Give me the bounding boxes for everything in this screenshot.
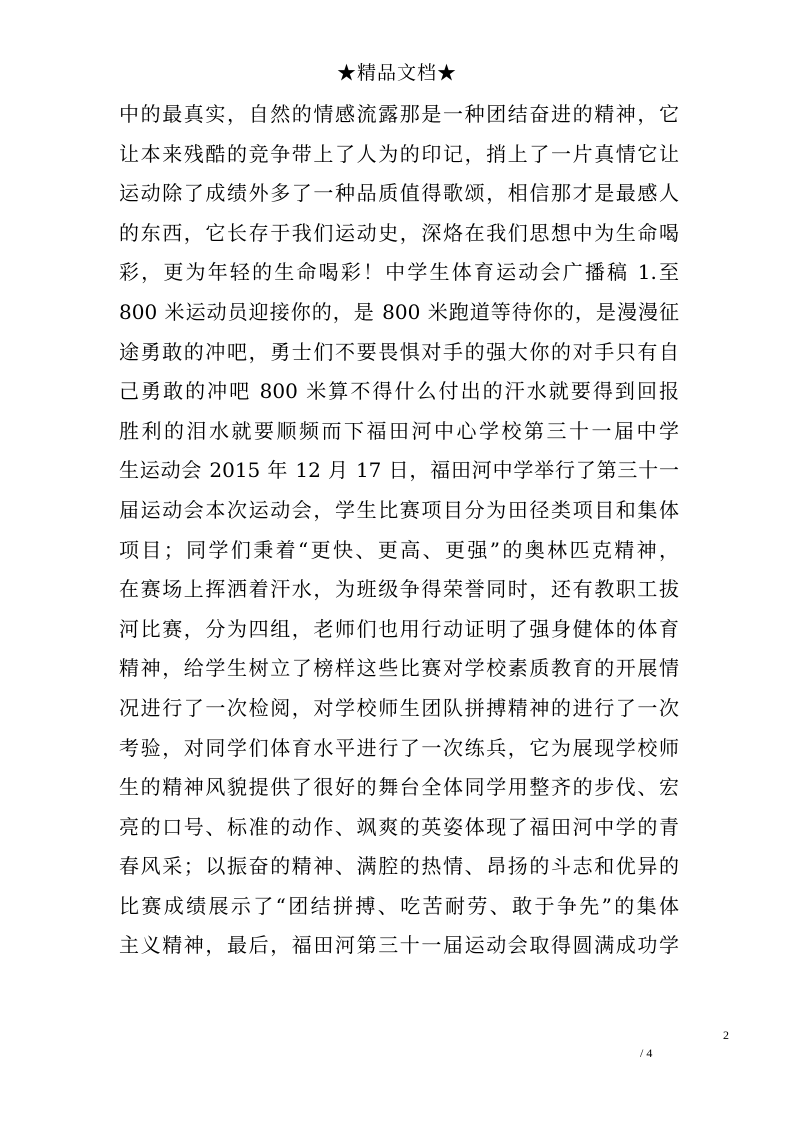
document-header-title: ★精品文档★ bbox=[336, 62, 457, 84]
body-line: 800 米运动员迎接你的，是 800 米跑道等待你的，是漫漫征 bbox=[119, 299, 679, 324]
body-line: 让本来残酷的竞争带上了人为的印记，捎上了一片真情它让 bbox=[119, 141, 679, 166]
body-line: 考验，对同学们体育水平进行了一次练兵，它为展现学校师 bbox=[119, 735, 679, 760]
body-line: 生的精神风貌提供了很好的舞台全体同学用整齐的步伐、宏 bbox=[119, 775, 679, 800]
body-line: 况进行了一次检阅，对学校师生团队拼搏精神的进行了一次 bbox=[119, 695, 679, 720]
body-line: 中的最真实，自然的情感流露那是一种团结奋进的精神，它 bbox=[119, 102, 679, 126]
document-body bbox=[119, 95, 679, 966]
page-total: / 4 bbox=[640, 1046, 653, 1060]
page-number: 2 bbox=[723, 1028, 729, 1042]
body-line: 项目；同学们秉着“更快、更高、更强”的奥林匹克精神， bbox=[119, 537, 679, 562]
body-line: 届运动会本次运动会，学生比赛项目分为田径类项目和集体 bbox=[119, 497, 679, 522]
body-line: 比赛成绩展示了“团结拼搏、吃苦耐劳、敢于争先”的集体 bbox=[119, 893, 679, 918]
body-line: 河比赛，分为四组，老师们也用行动证明了强身健体的体育 bbox=[119, 616, 679, 641]
body-line: 春风采；以振奋的精神、满腔的热情、昂扬的斗志和优异的 bbox=[119, 854, 679, 879]
body-line: 胜利的泪水就要顺频而下福田河中心学校第三十一届中学 bbox=[119, 418, 679, 443]
body-line: 运动除了成绩外多了一种品质值得歌颂，相信那才是最感人 bbox=[119, 181, 679, 206]
body-line: 彩，更为年轻的生命喝彩！中学生体育运动会广播稿 1.至 bbox=[119, 260, 679, 285]
body-line: 亮的口号、标准的动作、飒爽的英姿体现了福田河中学的青 bbox=[119, 814, 679, 839]
body-line: 精神，给学生树立了榜样这些比赛对学校素质教育的开展情 bbox=[119, 656, 679, 681]
body-line: 主义精神，最后，福田河第三十一届运动会取得圆满成功学 bbox=[119, 933, 679, 958]
body-line: 己勇敢的冲吧 800 米算不得什么付出的汗水就要得到回报 bbox=[119, 379, 679, 404]
body-line: 生运动会 2015 年 12 月 17 日，福田河中学举行了第三十一 bbox=[119, 458, 679, 483]
body-line: 在赛场上挥洒着汗水，为班级争得荣誉同时，还有教职工拔 bbox=[119, 577, 679, 602]
body-line: 的东西，它长存于我们运动史，深烙在我们思想中为生命喝 bbox=[119, 220, 679, 245]
body-line: 途勇敢的冲吧，勇士们不要畏惧对手的强大你的对手只有自 bbox=[119, 339, 679, 364]
